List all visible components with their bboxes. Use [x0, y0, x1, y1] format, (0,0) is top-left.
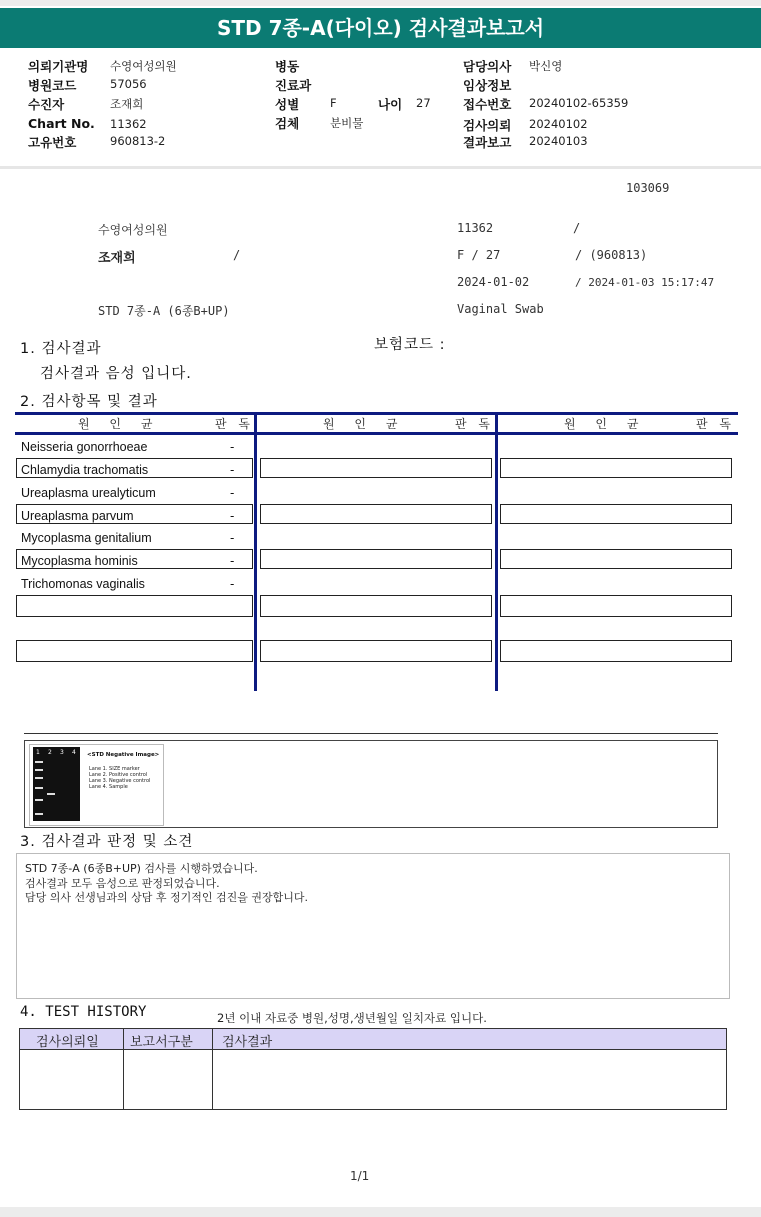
gel-band — [35, 799, 43, 801]
lane-number: 3 — [60, 749, 64, 756]
print-specimen: Vaginal Swab — [457, 302, 544, 316]
doctor-value: 박신영 — [529, 59, 563, 73]
gel-photo — [33, 747, 80, 821]
accession-value: 20240102-65359 — [529, 96, 629, 110]
result-date-value: 20240103 — [529, 134, 588, 148]
grid-row-box — [260, 640, 492, 662]
col2-organism-header: 원 인 균 — [323, 417, 406, 431]
history-table-header — [20, 1029, 726, 1050]
gel-legend-item: Lane 1. SIZE marker — [89, 766, 140, 772]
grid-row-box — [16, 640, 253, 662]
grid-row-box — [500, 504, 732, 524]
organism-name: Trichomonas vaginalis — [21, 577, 145, 591]
hospital-code-value: 57056 — [110, 77, 147, 91]
age-value: 27 — [416, 96, 431, 110]
col2-result-header: 판 독 — [455, 417, 494, 431]
accession-label: 접수번호 — [463, 97, 512, 112]
history-col-result: 검사결과 — [222, 1035, 273, 1050]
organism-result: - — [230, 486, 235, 500]
request-value: 20240102 — [529, 117, 588, 131]
history-col-report-type: 보고서구분 — [130, 1035, 193, 1050]
organism-result: - — [230, 577, 235, 591]
header-divider — [0, 166, 761, 169]
gel-band — [35, 813, 43, 815]
lane-number: 4 — [72, 749, 76, 756]
image-top-rule — [24, 733, 718, 734]
specimen-value: 분비물 — [330, 116, 364, 130]
print-institution: 수영여성의원 — [98, 223, 168, 237]
col1-organism-header: 원 인 균 — [78, 417, 161, 431]
grid-row-box — [260, 595, 492, 617]
top-strip — [0, 0, 761, 6]
ward-label: 병동 — [275, 59, 300, 74]
opinion-line: 검사결과 모두 음성으로 판정되었습니다. — [25, 877, 220, 890]
history-col-divider — [123, 1029, 124, 1109]
print-slash-1: / — [573, 221, 581, 235]
organism-name: Chlamydia trachomatis — [21, 463, 149, 477]
organism-name: Mycoplasma hominis — [21, 554, 138, 568]
print-patient: 조재희 — [98, 251, 136, 266]
sex-label: 성별 — [275, 97, 300, 112]
organism-name: Neisseria gonorrhoeae — [21, 440, 148, 454]
age-label: 나이 — [378, 97, 403, 112]
grid-row-box — [260, 504, 492, 524]
unique-label: 고유번호 — [28, 135, 77, 150]
section1-title: 1. 검사결과 — [20, 341, 102, 357]
opinion-line: STD 7종-A (6종B+UP) 검사를 시행하였습니다. — [25, 862, 258, 875]
organism-result: - — [230, 440, 235, 454]
gel-band — [47, 793, 55, 795]
grid-header-rule — [15, 432, 738, 435]
patient-value: 조재희 — [110, 97, 144, 111]
history-note: 2년 이내 자료중 병원,성명,생년월일 일치자료 입니다. — [217, 1011, 487, 1025]
print-request-date: 2024-01-02 — [457, 275, 530, 289]
col3-result-header: 판 독 — [696, 417, 735, 431]
history-col-divider — [212, 1029, 213, 1109]
grid-row-box — [500, 549, 732, 569]
section3-title: 3. 검사결과 판정 및 소견 — [20, 834, 194, 850]
gel-band — [35, 777, 43, 779]
clinical-label: 임상정보 — [463, 78, 512, 93]
organism-name: Ureaplasma urealyticum — [21, 486, 156, 500]
print-slash-2: / — [233, 248, 241, 262]
gel-band — [35, 787, 43, 789]
grid-row-box — [500, 640, 732, 662]
request-label: 검사의뢰 — [463, 118, 512, 133]
section4-title: 4. TEST HISTORY — [20, 1004, 147, 1020]
section2-title: 2. 검사항목 및 결과 — [20, 394, 158, 410]
organism-result: - — [230, 554, 235, 568]
organism-result: - — [230, 531, 235, 545]
gel-legend-item: Lane 3. Negative control — [89, 778, 151, 784]
opinion-line: 담당 의사 선생님과의 상담 후 정기적인 검진을 권장합니다. — [25, 891, 308, 904]
insurance-code-label: 보험코드 : — [374, 337, 446, 353]
bottom-strip — [0, 1207, 761, 1217]
institution-label: 의뢰기관명 — [28, 59, 89, 74]
grid-row-box — [16, 595, 253, 617]
grid-divider-1 — [254, 412, 257, 691]
organism-result: - — [230, 509, 235, 523]
organism-name: Ureaplasma parvum — [21, 509, 134, 523]
result-summary: 검사결과 음성 입니다. — [40, 366, 192, 382]
gel-image-title: <STD Negative Image> — [87, 752, 160, 758]
specimen-label: 검체 — [275, 116, 300, 131]
institution-value: 수영여성의원 — [110, 59, 177, 73]
gel-legend-item: Lane 4. Sample — [89, 784, 128, 790]
grid-row-box — [500, 595, 732, 617]
chart-label: Chart No. — [28, 116, 95, 131]
col1-result-header: 판 독 — [215, 417, 254, 431]
grid-row-box — [260, 549, 492, 569]
lane-number: 2 — [48, 749, 52, 756]
gel-band — [35, 769, 43, 771]
unique-value: 960813-2 — [110, 134, 166, 148]
print-test-name: STD 7종-A (6종B+UP) — [98, 304, 230, 318]
history-col-request-date: 검사의뢰일 — [36, 1035, 99, 1050]
organism-result: - — [230, 463, 235, 477]
organism-name: Mycoplasma genitalium — [21, 531, 152, 545]
patient-label: 수진자 — [28, 97, 65, 112]
gel-band — [35, 761, 43, 763]
print-sex-age: F / 27 — [457, 248, 501, 262]
chart-value: 11362 — [110, 117, 147, 131]
print-birth: / (960813) — [575, 248, 648, 262]
print-chart-no: 11362 — [457, 221, 494, 235]
hospital-code-label: 병원코드 — [28, 78, 77, 93]
sex-value: F — [330, 96, 337, 110]
page-indicator: 1/1 — [350, 1169, 370, 1183]
gel-legend-item: Lane 2. Positive control — [89, 772, 148, 778]
report-title: STD 7종-A(다이오) 검사결과보고서 — [0, 8, 761, 48]
grid-row-box — [260, 458, 492, 478]
grid-divider-2 — [495, 412, 498, 691]
col3-organism-header: 원 인 균 — [564, 417, 647, 431]
result-date-label: 결과보고 — [463, 135, 512, 150]
grid-row-box — [500, 458, 732, 478]
doctor-label: 담당의사 — [463, 59, 512, 74]
print-report-datetime: / 2024-01-03 15:17:47 — [575, 276, 715, 289]
lane-number: 1 — [36, 749, 40, 756]
dept-label: 진료과 — [275, 78, 312, 93]
doc-number: 103069 — [626, 181, 670, 195]
